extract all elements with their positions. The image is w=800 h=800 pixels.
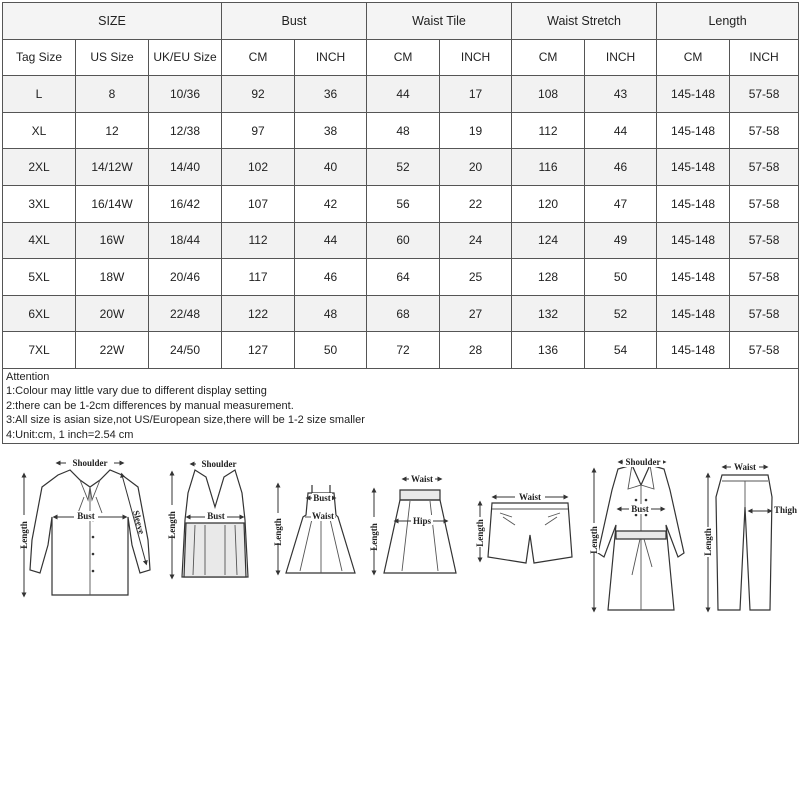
bust-cm-cell: 97 xyxy=(222,112,295,149)
column-header: Tag Size xyxy=(3,39,76,76)
column-header: INCH xyxy=(730,39,799,76)
bust-inch-cell: 42 xyxy=(295,185,367,222)
table-row xyxy=(3,185,799,222)
waist-stretch-cm-cell: 108 xyxy=(512,76,585,113)
waist-tile-cm-cell: 64 xyxy=(367,259,440,296)
table-row xyxy=(3,149,799,186)
us-size-cell: 20W xyxy=(76,295,149,332)
waist-stretch-cm-cell: 120 xyxy=(512,185,585,222)
shoulder-label: Shoulder xyxy=(625,457,661,467)
note-line: 2:there can be 1-2cm differences by manual measurement. xyxy=(6,399,294,412)
column-header-row xyxy=(3,39,799,76)
notes-row xyxy=(3,368,799,444)
group-header-row xyxy=(3,3,799,40)
waist-tile-inch-cell: 27 xyxy=(440,295,512,332)
length-inch-cell: 57-58 xyxy=(730,76,799,113)
table-row xyxy=(3,295,799,332)
waist-stretch-inch-cell: 47 xyxy=(585,185,657,222)
table-row xyxy=(3,259,799,296)
notes-title: Attention xyxy=(6,370,50,383)
column-header: INCH xyxy=(295,39,367,76)
bust-cm-cell: 107 xyxy=(222,185,295,222)
length-inch-cell: 57-58 xyxy=(730,112,799,149)
column-header: UK/EU Size xyxy=(149,39,222,76)
length-label: Length xyxy=(369,523,379,551)
length-label: Length xyxy=(167,511,177,539)
column-header: INCH xyxy=(585,39,657,76)
bust-inch-cell: 48 xyxy=(295,295,367,332)
trench-coat-diagram xyxy=(589,457,684,610)
bust-label: Bust xyxy=(631,504,649,514)
column-header: CM xyxy=(657,39,730,76)
us-size-cell: 12 xyxy=(76,112,149,149)
bust-label: Bust xyxy=(207,511,225,521)
sleeveless-top-diagram xyxy=(167,459,248,577)
waist-tile-cm-cell: 72 xyxy=(367,332,440,369)
table-row xyxy=(3,76,799,113)
measurement-diagram-svg xyxy=(0,445,800,620)
length-cm-cell: 145-148 xyxy=(657,259,730,296)
length-label: Length xyxy=(273,518,283,546)
waist-tile-cm-cell: 60 xyxy=(367,222,440,259)
tag-size-cell: 6XL xyxy=(3,295,76,332)
bust-inch-cell: 38 xyxy=(295,112,367,149)
size-group-header: SIZE xyxy=(3,3,222,40)
waist-label: Waist xyxy=(518,492,542,502)
bust-cm-cell: 127 xyxy=(222,332,295,369)
table-row xyxy=(3,112,799,149)
length-inch-cell: 57-58 xyxy=(730,185,799,222)
bust-cm-cell: 117 xyxy=(222,259,295,296)
length-label: Length xyxy=(19,521,29,549)
us-size-cell: 14/12W xyxy=(76,149,149,186)
uk-eu-size-cell: 24/50 xyxy=(149,332,222,369)
length-label: Length xyxy=(589,526,599,554)
waist-stretch-inch-cell: 52 xyxy=(585,295,657,332)
waist-stretch-inch-cell: 44 xyxy=(585,112,657,149)
waist-tile-inch-cell: 24 xyxy=(440,222,512,259)
length-label: Length xyxy=(475,519,485,547)
shoulder-label: Shoulder xyxy=(201,459,237,469)
waist-stretch-cm-cell: 132 xyxy=(512,295,585,332)
uk-eu-size-cell: 10/36 xyxy=(149,76,222,113)
bust-cm-cell: 122 xyxy=(222,295,295,332)
tag-size-cell: 2XL xyxy=(3,149,76,186)
waist-tile-cm-cell: 44 xyxy=(367,76,440,113)
waist-tile-inch-cell: 20 xyxy=(440,149,512,186)
waist-tile-inch-cell: 25 xyxy=(440,259,512,296)
note-line: 3:All size is asian size,not US/European size,there will be 1-2 size smaller xyxy=(6,414,365,427)
us-size-cell: 18W xyxy=(76,259,149,296)
waist-stretch-cm-cell: 112 xyxy=(512,112,585,149)
size-chart-table xyxy=(2,2,799,444)
measurement-diagrams xyxy=(0,445,800,620)
us-size-cell: 22W xyxy=(76,332,149,369)
waist-label: Waist xyxy=(311,511,335,521)
bust-inch-cell: 44 xyxy=(295,222,367,259)
waist-stretch-cm-cell: 124 xyxy=(512,222,585,259)
waist-tile-cm-cell: 52 xyxy=(367,149,440,186)
length-inch-cell: 57-58 xyxy=(730,332,799,369)
bust-label: Bust xyxy=(313,493,331,503)
uk-eu-size-cell: 20/46 xyxy=(149,259,222,296)
waist-label: Waist xyxy=(410,474,434,484)
length-cm-cell: 145-148 xyxy=(657,332,730,369)
bust-inch-cell: 46 xyxy=(295,259,367,296)
uk-eu-size-cell: 16/42 xyxy=(149,185,222,222)
uk-eu-size-cell: 14/40 xyxy=(149,149,222,186)
bust-inch-cell: 36 xyxy=(295,76,367,113)
bust-label: Bust xyxy=(77,511,95,521)
length-label: Length xyxy=(703,528,713,556)
length-cm-cell: 145-148 xyxy=(657,149,730,186)
tag-size-cell: 5XL xyxy=(3,259,76,296)
waist-tile-cm-cell: 48 xyxy=(367,112,440,149)
shoulder-label: Shoulder xyxy=(72,458,108,468)
cami-dress-diagram xyxy=(273,485,355,573)
hips-label: Hips xyxy=(412,516,432,526)
waist-stretch-group-header: Waist Stretch xyxy=(512,3,657,40)
note-line: 4:Unit:cm, 1 inch=2.54 cm xyxy=(6,428,134,441)
length-inch-cell: 57-58 xyxy=(730,149,799,186)
column-header: CM xyxy=(367,39,440,76)
length-inch-cell: 57-58 xyxy=(730,259,799,296)
waist-stretch-inch-cell: 54 xyxy=(585,332,657,369)
bust-cm-cell: 112 xyxy=(222,222,295,259)
waist-label: Waist xyxy=(733,462,757,472)
length-inch-cell: 57-58 xyxy=(730,222,799,259)
waist-tile-inch-cell: 17 xyxy=(440,76,512,113)
blouse-diagram xyxy=(19,458,150,595)
length-cm-cell: 145-148 xyxy=(657,185,730,222)
table-row xyxy=(3,332,799,369)
uk-eu-size-cell: 22/48 xyxy=(149,295,222,332)
sleeve-label: Sleeve xyxy=(130,509,147,536)
waist-tile-cm-cell: 56 xyxy=(367,185,440,222)
waist-tile-cm-cell: 68 xyxy=(367,295,440,332)
length-cm-cell: 145-148 xyxy=(657,76,730,113)
note-line: 1:Colour may little vary due to different display setting xyxy=(6,385,267,398)
us-size-cell: 16W xyxy=(76,222,149,259)
tag-size-cell: 3XL xyxy=(3,185,76,222)
waist-stretch-inch-cell: 50 xyxy=(585,259,657,296)
bust-cm-cell: 92 xyxy=(222,76,295,113)
thigh-label: Thigh xyxy=(774,505,798,515)
trousers-diagram xyxy=(703,462,797,610)
tag-size-cell: 7XL xyxy=(3,332,76,369)
column-header: US Size xyxy=(76,39,149,76)
length-inch-cell: 57-58 xyxy=(730,295,799,332)
waist-stretch-inch-cell: 43 xyxy=(585,76,657,113)
waist-tile-inch-cell: 22 xyxy=(440,185,512,222)
waist-stretch-inch-cell: 46 xyxy=(585,149,657,186)
tag-size-cell: 4XL xyxy=(3,222,76,259)
uk-eu-size-cell: 12/38 xyxy=(149,112,222,149)
table-row xyxy=(3,222,799,259)
uk-eu-size-cell: 18/44 xyxy=(149,222,222,259)
waist-tile-inch-cell: 28 xyxy=(440,332,512,369)
waist-stretch-cm-cell: 116 xyxy=(512,149,585,186)
bust-group-header: Bust xyxy=(222,3,367,40)
us-size-cell: 16/14W xyxy=(76,185,149,222)
waist-stretch-inch-cell: 49 xyxy=(585,222,657,259)
waist-stretch-cm-cell: 136 xyxy=(512,332,585,369)
bust-inch-cell: 50 xyxy=(295,332,367,369)
notes-block xyxy=(3,368,799,444)
length-cm-cell: 145-148 xyxy=(657,112,730,149)
waist-tile-group-header: Waist Tile xyxy=(367,3,512,40)
us-size-cell: 8 xyxy=(76,76,149,113)
column-header: INCH xyxy=(440,39,512,76)
bust-inch-cell: 40 xyxy=(295,149,367,186)
column-header: CM xyxy=(512,39,585,76)
length-cm-cell: 145-148 xyxy=(657,222,730,259)
shorts-diagram xyxy=(475,491,572,563)
skirt-diagram xyxy=(369,474,456,573)
tag-size-cell: L xyxy=(3,76,76,113)
length-group-header: Length xyxy=(657,3,799,40)
tag-size-cell: XL xyxy=(3,112,76,149)
waist-tile-inch-cell: 19 xyxy=(440,112,512,149)
bust-cm-cell: 102 xyxy=(222,149,295,186)
length-cm-cell: 145-148 xyxy=(657,295,730,332)
column-header: CM xyxy=(222,39,295,76)
waist-stretch-cm-cell: 128 xyxy=(512,259,585,296)
